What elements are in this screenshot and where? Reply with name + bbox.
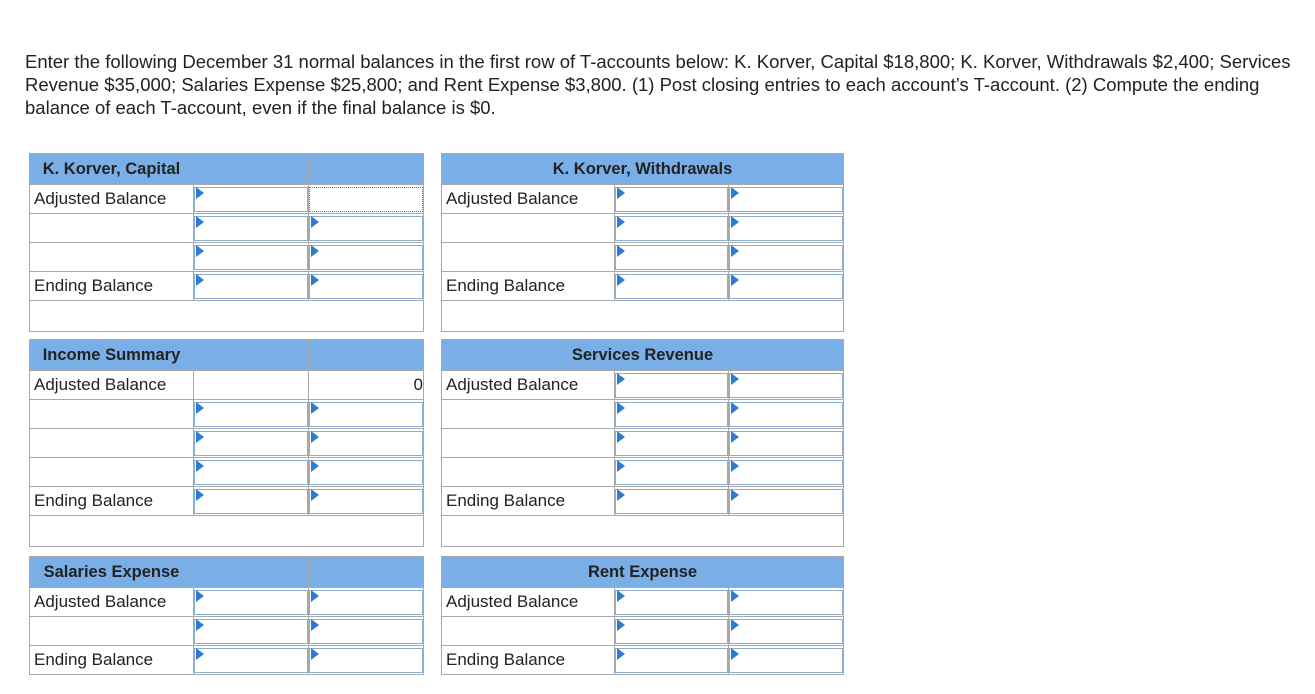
debit-input[interactable] (615, 619, 728, 644)
debit-input[interactable] (615, 489, 728, 514)
credit-input[interactable] (309, 245, 423, 270)
ending-balance-label: Ending Balance (442, 646, 615, 675)
t-account-salaries-expense (29, 556, 424, 675)
debit-input[interactable] (194, 460, 308, 485)
debit-input[interactable] (194, 402, 308, 427)
debit-input[interactable] (194, 590, 308, 615)
credit-input[interactable] (729, 402, 843, 427)
input-arrow-icon (196, 187, 204, 199)
instructions-text: Enter the following December 31 normal balances in the first row of T-accounts below: K. Korver, Capital $18,800; K. Korver, Withdrawals $2,400; Services Revenue $35,000; Salaries Expense $25,800; and Rent Expense $3,800. (1) Post closing entries to each account’s T-account. (2) Compute the ending balance of each T-account, even if the final balance is $0. (25, 51, 1291, 118)
input-arrow-icon (196, 216, 204, 228)
input-arrow-icon (731, 373, 739, 385)
input-arrow-icon (617, 187, 625, 199)
ending-balance-label: Ending Balance (30, 272, 194, 301)
credit-input[interactable] (309, 274, 423, 299)
credit-input[interactable] (309, 460, 423, 485)
credit-input[interactable] (309, 216, 423, 241)
input-arrow-icon (617, 216, 625, 228)
debit-input[interactable] (194, 274, 308, 299)
debit-input[interactable] (194, 431, 308, 456)
input-arrow-icon (617, 274, 625, 286)
input-arrow-icon (311, 274, 319, 286)
debit-cell (194, 185, 309, 214)
debit-input[interactable] (194, 619, 308, 644)
debit-input[interactable] (194, 648, 308, 673)
debit-input[interactable] (194, 245, 308, 270)
input-arrow-icon (731, 590, 739, 602)
credit-input[interactable] (729, 274, 843, 299)
debit-input[interactable] (615, 648, 728, 673)
credit-input[interactable] (729, 489, 843, 514)
input-arrow-icon (311, 431, 319, 443)
ending-balance-label: Ending Balance (442, 487, 615, 516)
adjusted-balance-label: Adjusted Balance (30, 371, 194, 400)
input-arrow-icon (731, 489, 739, 501)
input-arrow-icon (617, 619, 625, 631)
account-title: K. Korver, Capital (30, 154, 194, 185)
input-arrow-icon (196, 274, 204, 286)
t-account-services-revenue (441, 339, 844, 547)
credit-input[interactable] (309, 402, 423, 427)
ending-balance-label: Ending Balance (30, 646, 194, 675)
input-arrow-icon (311, 402, 319, 414)
debit-input[interactable] (615, 431, 728, 456)
input-arrow-icon (196, 489, 204, 501)
ending-balance-label: Ending Balance (442, 272, 615, 301)
input-arrow-icon (731, 187, 739, 199)
input-arrow-icon (311, 619, 319, 631)
debit-input[interactable] (194, 187, 308, 212)
adjusted-balance-label: Adjusted Balance (30, 185, 194, 214)
credit-input[interactable] (309, 619, 423, 644)
credit-input[interactable] (309, 431, 423, 456)
input-arrow-icon (617, 460, 625, 472)
input-arrow-icon (311, 216, 319, 228)
input-arrow-icon (731, 431, 739, 443)
debit-input[interactable] (615, 590, 728, 615)
credit-input[interactable] (729, 431, 843, 456)
credit-input[interactable] (729, 648, 843, 673)
input-arrow-icon (731, 245, 739, 257)
input-arrow-icon (196, 460, 204, 472)
account-title: Services Revenue (442, 340, 844, 371)
adjusted-balance-label: Adjusted Balance (442, 371, 615, 400)
input-arrow-icon (617, 590, 625, 602)
input-arrow-icon (196, 245, 204, 257)
debit-input[interactable] (615, 187, 728, 212)
adjusted-balance-label: Adjusted Balance (442, 185, 615, 214)
account-title: Income Summary (30, 340, 194, 371)
debit-input[interactable] (194, 489, 308, 514)
credit-input[interactable] (729, 373, 843, 398)
input-arrow-icon (196, 648, 204, 660)
input-arrow-icon (731, 402, 739, 414)
credit-cell (309, 185, 424, 214)
input-arrow-icon (731, 648, 739, 660)
input-arrow-icon (311, 460, 319, 472)
debit-input[interactable] (615, 373, 728, 398)
t-account-capital (29, 153, 424, 332)
credit-input[interactable] (729, 619, 843, 644)
input-arrow-icon (311, 489, 319, 501)
input-arrow-icon (196, 431, 204, 443)
credit-input[interactable] (729, 460, 843, 485)
adjusted-balance-label: Adjusted Balance (442, 588, 615, 617)
debit-input[interactable] (194, 216, 308, 241)
input-arrow-icon (731, 274, 739, 286)
input-arrow-icon (617, 431, 625, 443)
t-account-rent-expense (441, 556, 844, 675)
input-arrow-icon (731, 216, 739, 228)
input-arrow-icon (196, 590, 204, 602)
credit-input[interactable] (309, 187, 423, 212)
credit-input[interactable] (309, 648, 423, 673)
t-account-income-summary (29, 339, 424, 547)
credit-input[interactable] (729, 187, 843, 212)
input-arrow-icon (731, 619, 739, 631)
input-arrow-icon (617, 245, 625, 257)
credit-input[interactable] (309, 590, 423, 615)
input-arrow-icon (617, 402, 625, 414)
credit-input[interactable] (729, 590, 843, 615)
credit-value: 0 (309, 371, 424, 400)
input-arrow-icon (731, 460, 739, 472)
input-arrow-icon (311, 648, 319, 660)
input-arrow-icon (196, 619, 204, 631)
debit-input[interactable] (615, 245, 728, 270)
input-arrow-icon (196, 402, 204, 414)
credit-input[interactable] (729, 216, 843, 241)
account-title: Rent Expense (442, 557, 844, 588)
debit-input[interactable] (615, 402, 728, 427)
credit-input[interactable] (729, 245, 843, 270)
input-arrow-icon (617, 648, 625, 660)
account-title: Salaries Expense (30, 557, 194, 588)
input-arrow-icon (617, 489, 625, 501)
credit-input[interactable] (309, 489, 423, 514)
debit-input[interactable] (615, 460, 728, 485)
ending-balance-label: Ending Balance (30, 487, 194, 516)
debit-input[interactable] (615, 216, 728, 241)
input-arrow-icon (311, 245, 319, 257)
debit-input[interactable] (615, 274, 728, 299)
debit-cell (194, 371, 309, 400)
input-arrow-icon (617, 373, 625, 385)
input-arrow-icon (311, 590, 319, 602)
account-title: K. Korver, Withdrawals (442, 154, 844, 185)
t-account-withdrawals (441, 153, 844, 332)
adjusted-balance-label: Adjusted Balance (30, 588, 194, 617)
